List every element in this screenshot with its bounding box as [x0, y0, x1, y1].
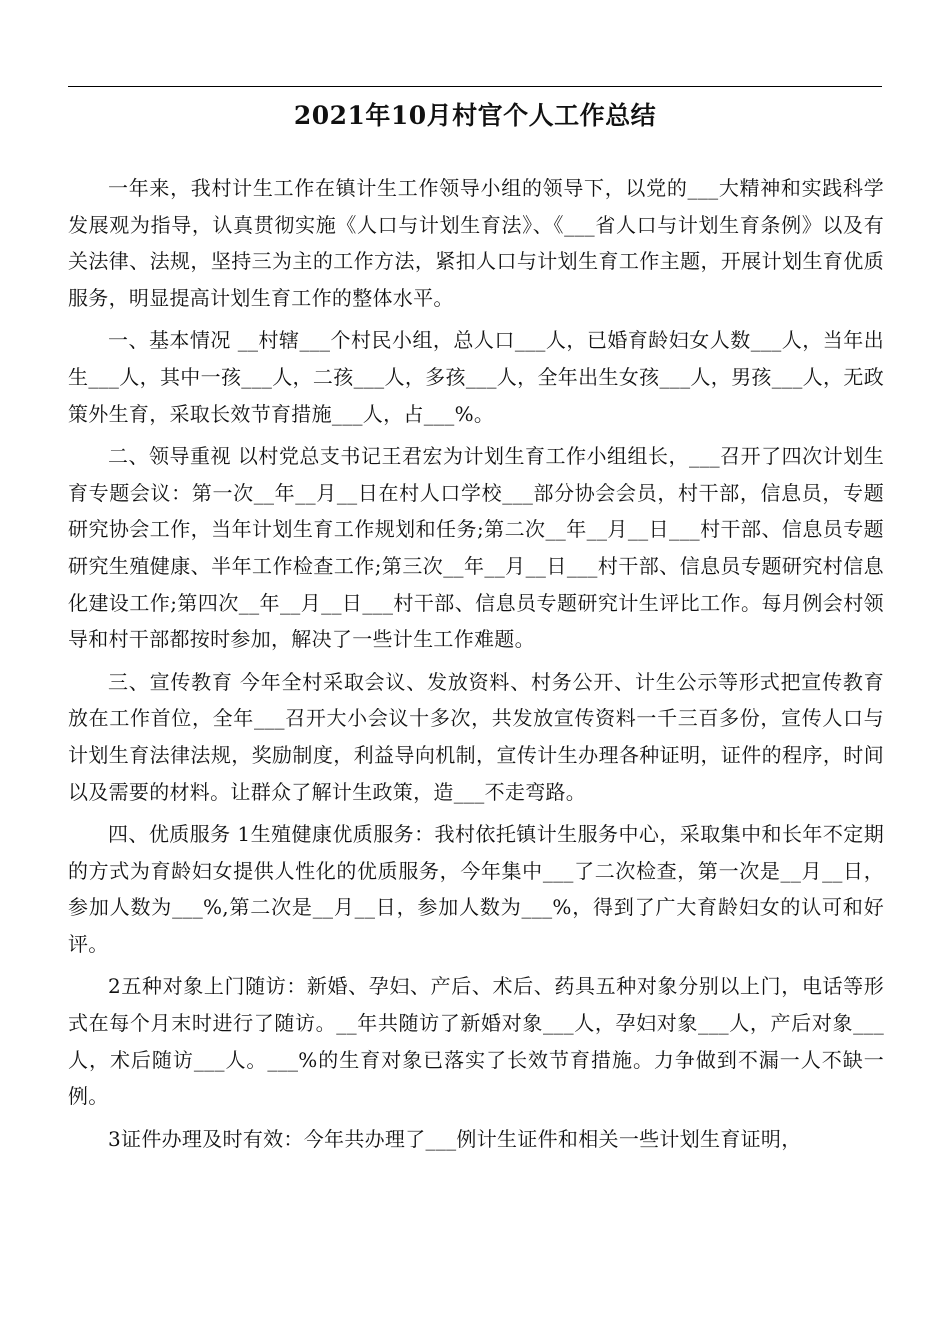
paragraph-basic-situation: 一、基本情况 __村辖___个村民小组，总人口___人，已婚育龄妇女人数___人，当年出生___人，其中一孩___人，二孩___人，多孩___人，全年出生女孩___人，男孩___人，无政策外生育，采取长效节育措施___人，占___%。 — [68, 328, 884, 426]
document-body — [68, 170, 884, 1163]
paragraph-intro: 一年来，我村计生工作在镇计生工作领导小组的领导下，以党的___大精神和实践科学发展观为指导，认真贯彻实施《人口与计划生育法》、《___省人口与计划生育条例》以及有关法律、法规，坚持三为主的工作方法，紧扣人口与计划生育工作主题，开展计划生育优质服务，明显提高计划生育工作的整体水平。 — [68, 176, 884, 310]
paragraph-quality-service: 四、优质服务 1生殖健康优质服务：我村依托镇计生服务中心，采取集中和长年不定期的方式为育龄妇女提供人性化的优质服务，今年集中___了二次检查，第一次是__月__日，参加人数为___%,第二次是__月__日，参加人数为___%，得到了广大育龄妇女的认可和好评。 — [68, 822, 884, 956]
paragraph-leadership: 二、领导重视 以村党总支书记王君宏为计划生育工作小组组长，___召开了四次计划生育专题会议：第一次__年__月__日在村人口学校___部分协会会员，村干部，信息员，专题研究协会工作，当年计划生育工作规划和任务;第二次__年__月__日___村干部、信息员专题研究生殖健康、半年工作检查工作;第三次__年__月__日___村干部、信息员专题研究村信息化建设工作;第四次__年__月__日___村干部、信息员专题研究计生评比工作。每月例会村领导和村干部都按时参加，解决了一些计生工作难题。 — [68, 444, 884, 652]
paragraph-certificates: 3证件办理及时有效：今年共办理了___例计生证件和相关一些计划生育证明， — [108, 1126, 802, 1151]
header-rule — [68, 86, 882, 87]
document-title: 2021年10月村官个人工作总结 — [293, 101, 657, 130]
paragraph-follow-up-visits: 2五种对象上门随访：新婚、孕妇、产后、术后、药具五种对象分别以上门，电话等形式在每个月末时进行了随访。__年共随访了新婚对象___人，孕妇对象___人，产后对象___人，术后随访___人。___%的生育对象已落实了长效节育措施。力争做到不漏一人不缺一例。 — [68, 974, 884, 1109]
paragraph-publicity: 三、宣传教育 今年全村采取会议、发放资料、村务公开、计生公示等形式把宣传教育放在工作首位，全年___召开大小会议十多次，共发放宣传资料一千三百多份，宣传人口与计划生育法律法规，奖励制度，利益导向机制，宣传计生办理各种证明，证件的程序，时间以及需要的材料。让群众了解计生政策，造___不走弯路。 — [68, 669, 884, 804]
